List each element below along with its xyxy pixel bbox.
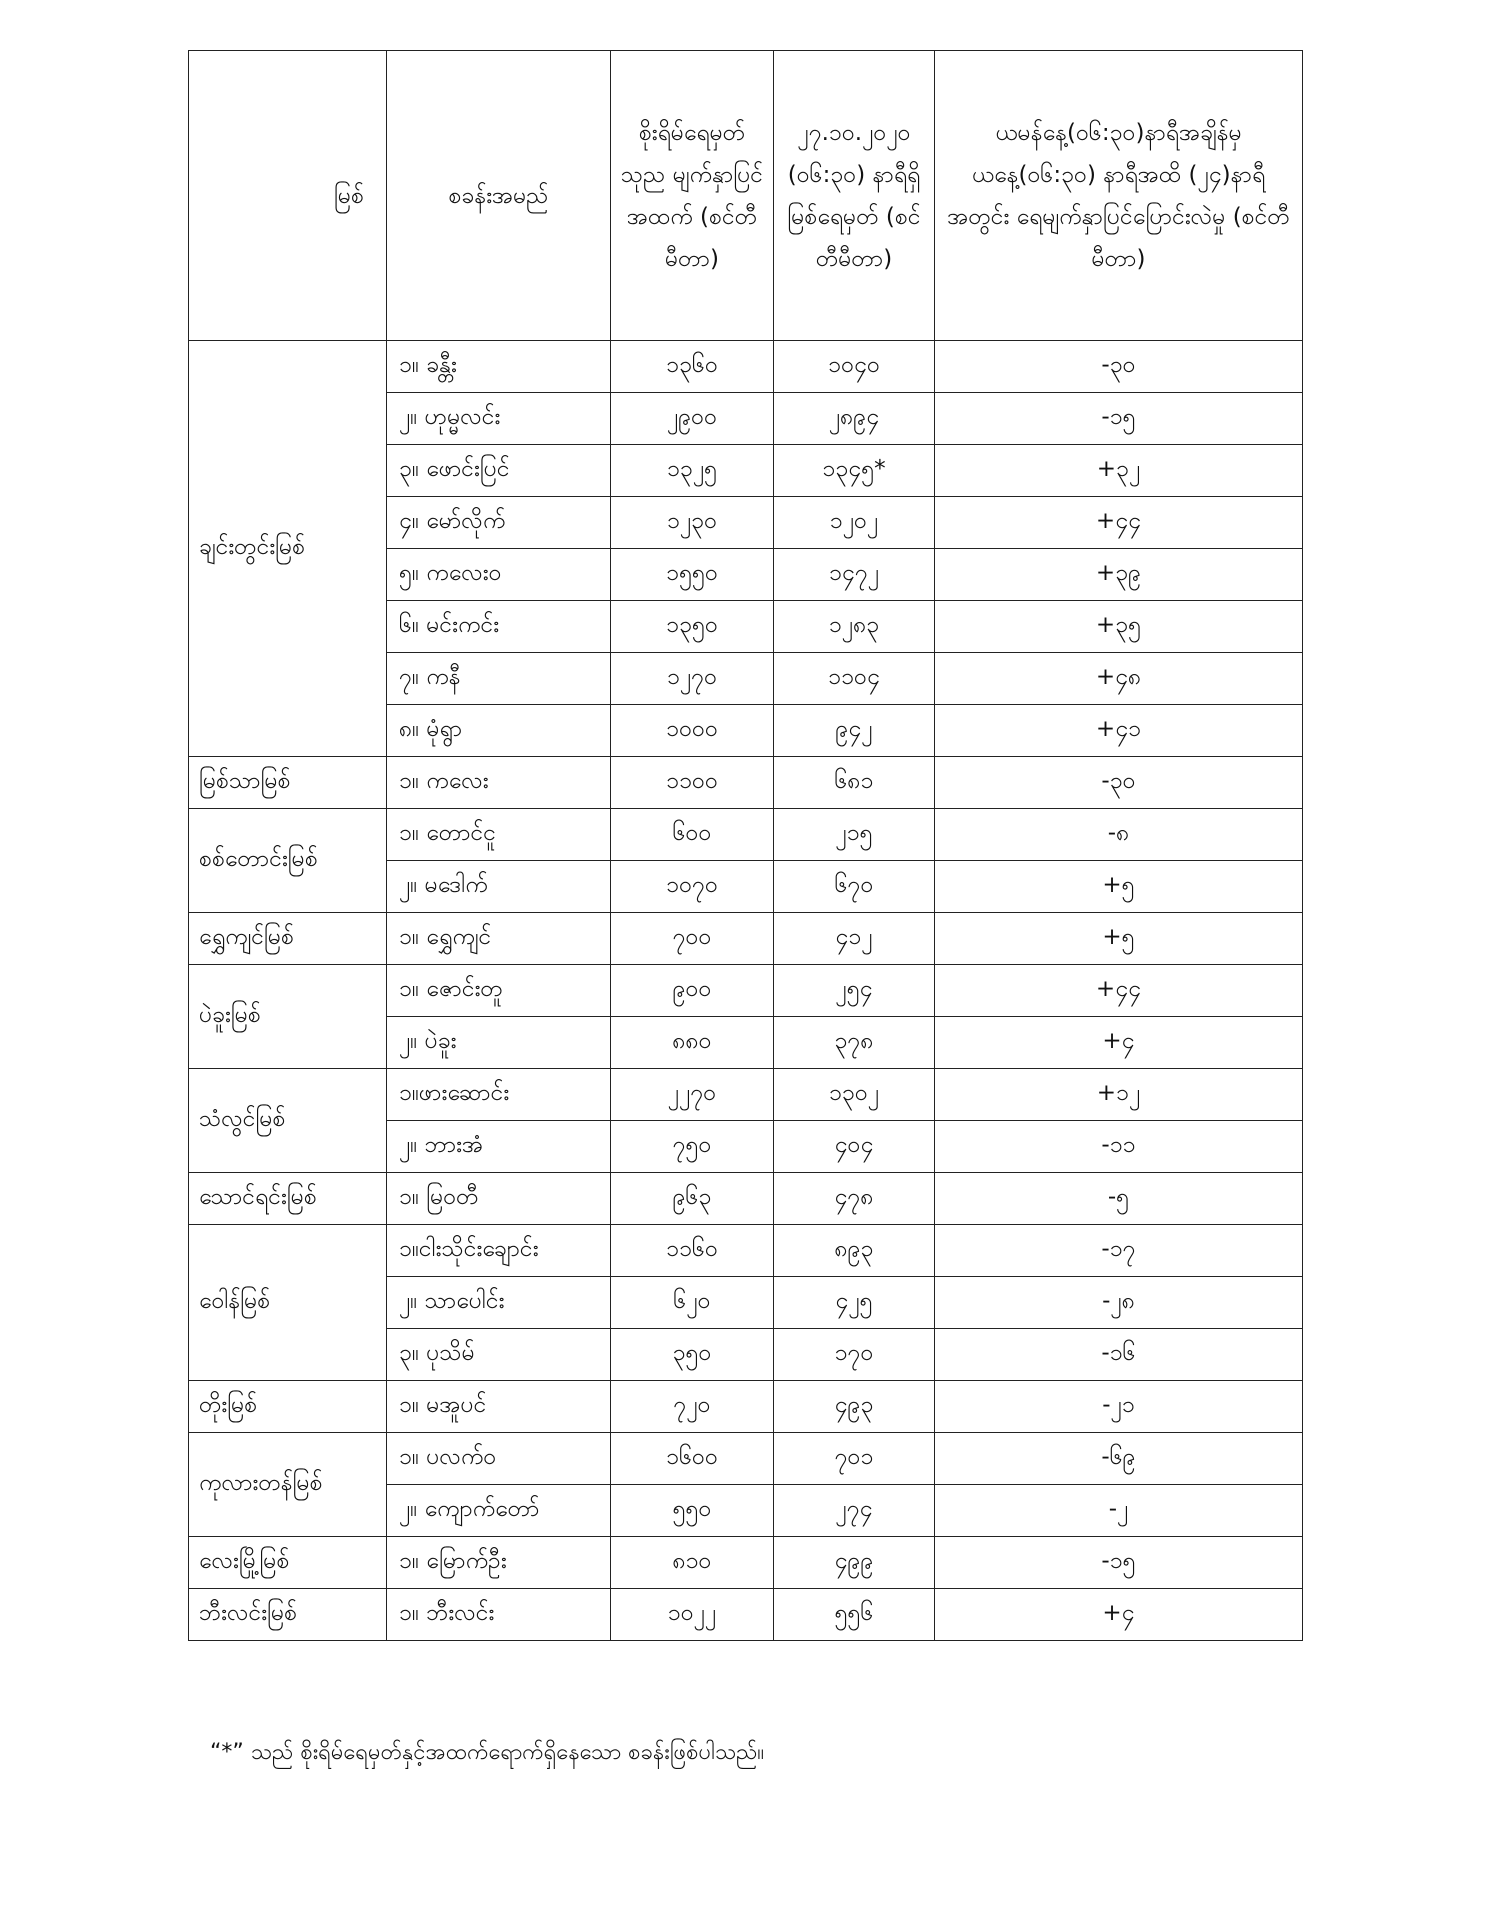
- river-name: ပဲခူးမြစ်: [189, 965, 387, 1069]
- level-change: +၃၂: [935, 445, 1303, 497]
- station-name: ၈။ မုံရွာ: [387, 705, 611, 757]
- station-name: ၁။ မြဝတီ: [387, 1173, 611, 1225]
- river-name: စစ်တောင်းမြစ်: [189, 809, 387, 913]
- danger-level: ၁၁၀၀: [611, 757, 774, 809]
- danger-level: ၁၂၃၀: [611, 497, 774, 549]
- current-level: ၅၅၆: [774, 1589, 935, 1641]
- level-change: +၅: [935, 913, 1303, 965]
- river-name: မြစ်သာမြစ်: [189, 757, 387, 809]
- river-name: ကုလားတန်မြစ်: [189, 1433, 387, 1537]
- station-name: ၁။ငါးသိုင်းချောင်း: [387, 1225, 611, 1277]
- current-level: ၁၃၄၅*: [774, 445, 935, 497]
- table-row: [189, 757, 1303, 809]
- danger-level: ၃၅၀: [611, 1329, 774, 1381]
- river-level-document: [188, 50, 1302, 1641]
- danger-level: ၁၆၀၀: [611, 1433, 774, 1485]
- current-level: ၁၂၈၃: [774, 601, 935, 653]
- level-change: -၃၀: [935, 341, 1303, 393]
- danger-level: ၉၀၀: [611, 965, 774, 1017]
- current-level: ၄၉၃: [774, 1381, 935, 1433]
- table-row: [189, 341, 1303, 393]
- current-level: ၆၇၀: [774, 861, 935, 913]
- level-change: +၁၂: [935, 1069, 1303, 1121]
- header-24h-change: ယမန်နေ့(၀၆:၃၀)နာရီအချိန်မှ ယနေ့(၀၆:၃၀) နာရီအထိ (၂၄)နာရီအတွင်း ရေမျက်နှာပြင်ပြောင်းလဲမှု (စင်တီမီတာ): [935, 51, 1303, 341]
- river-name: ဝေါန်မြစ်: [189, 1225, 387, 1381]
- table-row: [189, 1537, 1303, 1589]
- river-name: လေးမြို့မြစ်: [189, 1537, 387, 1589]
- station-name: ၂။ ဘားအံ: [387, 1121, 611, 1173]
- current-level: ၄၂၅: [774, 1277, 935, 1329]
- station-name: ၁။ မြောက်ဦး: [387, 1537, 611, 1589]
- river-name: ရွှေကျင်မြစ်: [189, 913, 387, 965]
- current-level: ၇၀၁: [774, 1433, 935, 1485]
- level-change: +၃၉: [935, 549, 1303, 601]
- level-change: -၈: [935, 809, 1303, 861]
- station-name: ၅။ ကလေးဝ: [387, 549, 611, 601]
- table-row: [189, 1173, 1303, 1225]
- level-change: +၄၁: [935, 705, 1303, 757]
- current-level: ၄၁၂: [774, 913, 935, 965]
- danger-level: ၇၀၀: [611, 913, 774, 965]
- current-level: ၁၇၀: [774, 1329, 935, 1381]
- current-level: ၁၂၀၂: [774, 497, 935, 549]
- station-name: ၁။ ပလက်ဝ: [387, 1433, 611, 1485]
- danger-level: ၁၀၀၀: [611, 705, 774, 757]
- station-name: ၁။ ခန္တီး: [387, 341, 611, 393]
- danger-level: ၁၃၆၀: [611, 341, 774, 393]
- station-name: ၇။ ကနီ: [387, 653, 611, 705]
- river-name: သံလွင်မြစ်: [189, 1069, 387, 1173]
- station-name: ၆။ မင်းကင်း: [387, 601, 611, 653]
- header-station: စခန်းအမည်: [387, 51, 611, 341]
- danger-level: ၈၁၀: [611, 1537, 774, 1589]
- current-level: ၂၅၄: [774, 965, 935, 1017]
- danger-level: ၉၆၃: [611, 1173, 774, 1225]
- river-name: တိုးမြစ်: [189, 1381, 387, 1433]
- danger-level: ၁၅၅၀: [611, 549, 774, 601]
- level-change: +၄၄: [935, 965, 1303, 1017]
- station-name: ၁။ တောင်ငူ: [387, 809, 611, 861]
- level-change: -၁၅: [935, 393, 1303, 445]
- table-row: [189, 809, 1303, 861]
- danger-level: ၆၂၀: [611, 1277, 774, 1329]
- danger-level: ၁၁၆၀: [611, 1225, 774, 1277]
- level-change: -၂: [935, 1485, 1303, 1537]
- header-danger-level: စိုးရိမ်ရေမှတ် သုည မျက်နှာပြင် အထက် (စင်တီမီတာ): [611, 51, 774, 341]
- danger-level: ၁၀၂၂: [611, 1589, 774, 1641]
- station-name: ၁။ ကလေး: [387, 757, 611, 809]
- danger-level: ၇၅၀: [611, 1121, 774, 1173]
- level-change: -၅: [935, 1173, 1303, 1225]
- current-level: ၉၄၂: [774, 705, 935, 757]
- level-change: -၁၇: [935, 1225, 1303, 1277]
- station-name: ၂။ ကျောက်တော်: [387, 1485, 611, 1537]
- station-name: ၁။ မအူပင်: [387, 1381, 611, 1433]
- level-change: +၄: [935, 1017, 1303, 1069]
- current-level: ၁၁၀၄: [774, 653, 935, 705]
- current-level: ၄၉၉: [774, 1537, 935, 1589]
- danger-level: ၂၉၀၀: [611, 393, 774, 445]
- table-row: [189, 913, 1303, 965]
- table-row: [189, 1069, 1303, 1121]
- current-level: ၁၃၀၂: [774, 1069, 935, 1121]
- header-current-level: ၂၇.၁၀.၂၀၂၀ (၀၆:၃၀) နာရီရှိ မြစ်ရေမှတ် (စင်တီမီတာ): [774, 51, 935, 341]
- danger-level: ၈၈၀: [611, 1017, 774, 1069]
- footnote: “*” သည် စိုးရိမ်ရေမှတ်နှင့်အထက်ရောက်ရှိနေသော စခန်းဖြစ်ပါသည်။: [210, 1740, 765, 1765]
- header-row: [189, 51, 1303, 341]
- danger-level: ၂၂၇၀: [611, 1069, 774, 1121]
- level-change: +၅: [935, 861, 1303, 913]
- level-change: +၄၈: [935, 653, 1303, 705]
- table-body: [189, 341, 1303, 1641]
- level-change: -၆၉: [935, 1433, 1303, 1485]
- level-change: -၃၀: [935, 757, 1303, 809]
- danger-level: ၁၃၂၅: [611, 445, 774, 497]
- level-change: -၂၈: [935, 1277, 1303, 1329]
- table-row: [189, 965, 1303, 1017]
- current-level: ၁၀၄၀: [774, 341, 935, 393]
- danger-level: ၅၅၀: [611, 1485, 774, 1537]
- river-name: ချင်းတွင်းမြစ်: [189, 341, 387, 757]
- level-change: +၄: [935, 1589, 1303, 1641]
- header-river: မြစ်: [189, 51, 387, 341]
- level-change: -၁၁: [935, 1121, 1303, 1173]
- level-change: -၁၅: [935, 1537, 1303, 1589]
- danger-level: ၁၂၇၀: [611, 653, 774, 705]
- station-name: ၂။ သာပေါင်း: [387, 1277, 611, 1329]
- current-level: ၂၈၉၄: [774, 393, 935, 445]
- station-name: ၂။ မဒေါက်: [387, 861, 611, 913]
- danger-level: ၁၃၅၀: [611, 601, 774, 653]
- station-name: ၁။ ဇောင်းတူ: [387, 965, 611, 1017]
- station-name: ၁။ဖားဆောင်း: [387, 1069, 611, 1121]
- current-level: ၈၉၃: [774, 1225, 935, 1277]
- level-change: +၄၄: [935, 497, 1303, 549]
- station-name: ၂။ ဟုမ္မလင်း: [387, 393, 611, 445]
- current-level: ၃၇၈: [774, 1017, 935, 1069]
- danger-level: ၇၂၀: [611, 1381, 774, 1433]
- water-level-table: [188, 50, 1303, 1641]
- river-name: ဘီးလင်းမြစ်: [189, 1589, 387, 1641]
- current-level: ၆၈၁: [774, 757, 935, 809]
- level-change: +၃၅: [935, 601, 1303, 653]
- current-level: ၁၄၇၂: [774, 549, 935, 601]
- current-level: ၄၇၈: [774, 1173, 935, 1225]
- current-level: ၄၀၄: [774, 1121, 935, 1173]
- table-row: [189, 1433, 1303, 1485]
- table-row: [189, 1225, 1303, 1277]
- danger-level: ၁၀၇၀: [611, 861, 774, 913]
- danger-level: ၆၀၀: [611, 809, 774, 861]
- current-level: ၂၁၅: [774, 809, 935, 861]
- station-name: ၄။ မော်လိုက်: [387, 497, 611, 549]
- current-level: ၂၇၄: [774, 1485, 935, 1537]
- table-row: [189, 1589, 1303, 1641]
- level-change: -၂၁: [935, 1381, 1303, 1433]
- river-name: သောင်ရင်းမြစ်: [189, 1173, 387, 1225]
- station-name: ၃။ ဖောင်းပြင်: [387, 445, 611, 497]
- station-name: ၂။ ပဲခူး: [387, 1017, 611, 1069]
- level-change: -၁၆: [935, 1329, 1303, 1381]
- station-name: ၃။ ပုသိမ်: [387, 1329, 611, 1381]
- station-name: ၁။ ဘီးလင်း: [387, 1589, 611, 1641]
- table-row: [189, 1381, 1303, 1433]
- station-name: ၁။ ရွှေကျင်: [387, 913, 611, 965]
